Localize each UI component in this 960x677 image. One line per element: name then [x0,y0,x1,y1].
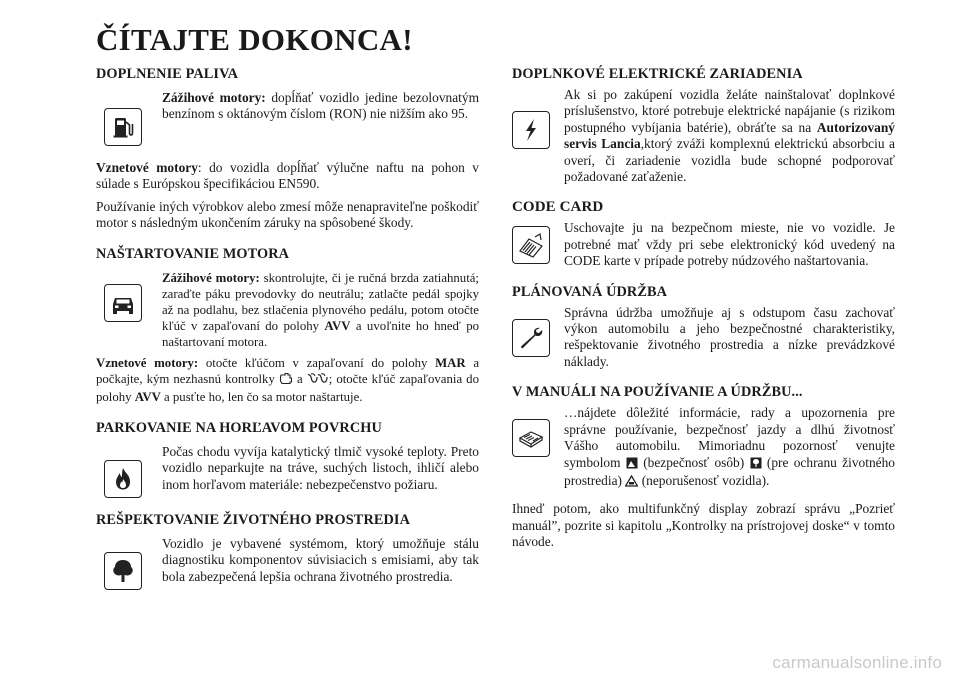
start-diesel-body-1: otočte kľúčom v zapaľovaní do polohy [198,355,436,370]
parking-block [96,444,479,498]
start-lead-avv: AVV [324,319,351,334]
right-column [512,66,895,551]
section-environment [96,512,479,590]
environment-protection-icon [750,457,762,473]
environment-block [96,536,479,590]
glow-plug-icon [307,373,329,389]
manual-body-3: (pre ochranu životného prostredia) [564,454,895,488]
section-code-card [512,199,895,269]
fuel-pump-icon [104,108,142,146]
section-title: V MANUÁLI NA POUŽÍVANIE A ÚDRŽBU... [512,384,803,401]
manual-text [564,405,895,491]
section-manual [512,384,895,550]
section-title: PLÁNOVANÁ ÚDRŽBA [512,283,668,300]
wrench-icon [512,319,550,357]
section-engine-start [96,246,479,406]
environment-text: Vozidlo je vybavené systémom, ktorý umožňuje stálu diagnostiku komponentov súvisiacich s emisiami, aby tak bola zabezpečená lepšia ochrana životného prostredia. [162,535,479,584]
fuel-lead-body: dopĺňať vozidlo jedine bezolovnatým benzínom s oktánovým číslom (RON) nie nižším ako 95. [162,90,479,122]
code-card-text: Uschovajte ju na bezpečnom mieste, nie vo vozidle. Je potrebné mať vždy pri sebe elektronický kód uvedený na CODE karte v prípade potreby núdzového naštartovania. [564,220,895,269]
start-lead-body-1: skontrolujte, či je ručná brzda zatiahnutá; zaraďte páku prevodovky do neutrálu; zatlačte pedál spojky až na podlahu, bez stlačenia plynového pedálu, potom otočte kľúč v zapaľovaní do polohy [162,270,479,334]
fuel-block [96,90,479,146]
section-parking [96,420,479,498]
parking-text: Počas chodu vyvíja katalytický tlmič vysoké teploty. Preto vozidlo neparkujte na tráve, suchých listoch, ihličí alebo inom horľavom materiále: nebezpečenstvo požiaru. [162,443,479,492]
manual-body-1: …nájdete dôležité informácie, rady a upozornenia pre správne používanie, bezpečnosť jazdy a dlhú životnosť Vášho automobilu. Mimoriadnu pozornosť venujte symbolom [564,405,895,470]
section-title: DOPLNKOVÉ ELEKTRICKÉ ZARIADENIA [512,66,803,82]
maintenance-block [512,305,895,371]
manual-body-4: (neporušenosť vozidla). [638,472,770,488]
car-icon [104,284,142,322]
section-title: DOPLNENIE PALIVA [96,66,239,82]
section-title: NAŠTARTOVANIE MOTORA [96,245,290,262]
start-diesel-mar: MAR [435,355,466,370]
start-diesel-avv: AVV [134,390,161,405]
electrical-body-1: Ak si po zakúpení vozidla želáte nainštalovať doplnkové príslušenstvo, ktoré potrebuje elektrické napájanie (s rizikom postupného vybíjania batérie), obráťte sa na [564,87,895,135]
manual-block [512,405,895,491]
start-lead-text [162,270,479,351]
fuel-lead-text [162,90,479,123]
electrical-text [564,87,895,185]
page-title: ČÍTAJTE DOKONCA! [96,22,413,57]
person-safety-icon [626,457,638,473]
fire-icon [104,460,142,498]
start-diesel-body-2: a počkajte, kým nezhasnú kontrolky [96,355,480,387]
section-title: REŠPEKTOVANIE ŽIVOTNÉHO PROSTREDIA [96,511,411,528]
electrical-bold: Autorizovaný servis Lancia [564,119,895,152]
section-maintenance [512,284,895,371]
section-electrical [512,66,895,185]
fuel-lead-bold: Zážihové motory: [162,90,266,105]
engine-warning-icon [279,372,293,389]
fuel-warning-paragraph: Používanie iných výrobkov alebo zmesí môže nenapraviteľne poškodiť motor s následným ukončením záruky na spôsobené škody. [96,198,479,231]
start-block [96,270,479,351]
electrical-body-2: ,ktorý zváži komplexnú elektrickú absorbciu a overí, či zariadenie vozidla bude schopné podporovať požadované zaťaženie. [564,136,896,185]
code-card-block [512,220,895,269]
book-icon [512,419,550,457]
section-title: CODE CARD [512,199,604,216]
start-diesel-paragraph [96,355,479,406]
section-fuel [96,66,479,232]
fuel-diesel-bold: Vznetové motory [96,160,198,175]
code-card-icon [512,226,550,264]
watermark: carmanualsonline.info [772,653,942,672]
start-diesel-body-4: ; otočte kľúč zapaľovania do polohy [96,372,479,405]
start-diesel-bold: Vznetové motory: [96,355,199,370]
fuel-diesel-body: : do vozidla dopĺňať výlučne naftu na pohon v súlade s Európskou špecifikáciou EN590. [96,160,479,192]
section-title: PARKOVANIE NA HORĽAVOM POVRCHU [96,419,382,436]
start-lead-body-2: a uvoľnite ho hneď po naštartovaní motora. [162,319,480,350]
vehicle-integrity-icon [625,475,638,491]
manual-closing-paragraph: Ihneď potom, ako multifunkčný display zobrazí správu „Pozrieť manuál”, pozrite si kapitolu „Kontrolky na prístrojovej doske“ v tomto návode. [512,501,895,550]
start-lead-bold: Zážihové motory: [162,270,260,285]
start-diesel-body-5: a pusťte ho, len čo sa motor naštartuje. [160,390,363,405]
manual-body-2: (bezpečnosť osôb) [637,454,750,470]
start-diesel-body-3: a [292,372,307,387]
tree-icon [104,552,142,590]
lightning-icon [512,111,550,149]
left-column [96,66,479,590]
fuel-diesel-paragraph [96,160,479,193]
electrical-block [512,87,895,185]
maintenance-text: Správna údržba umožňuje aj s odstupom času zachovať výkon automobilu a jeho bezpečnostné charakteristiky, rešpektovanie životného prostredia a nízke prevádzkové náklady. [564,304,895,369]
